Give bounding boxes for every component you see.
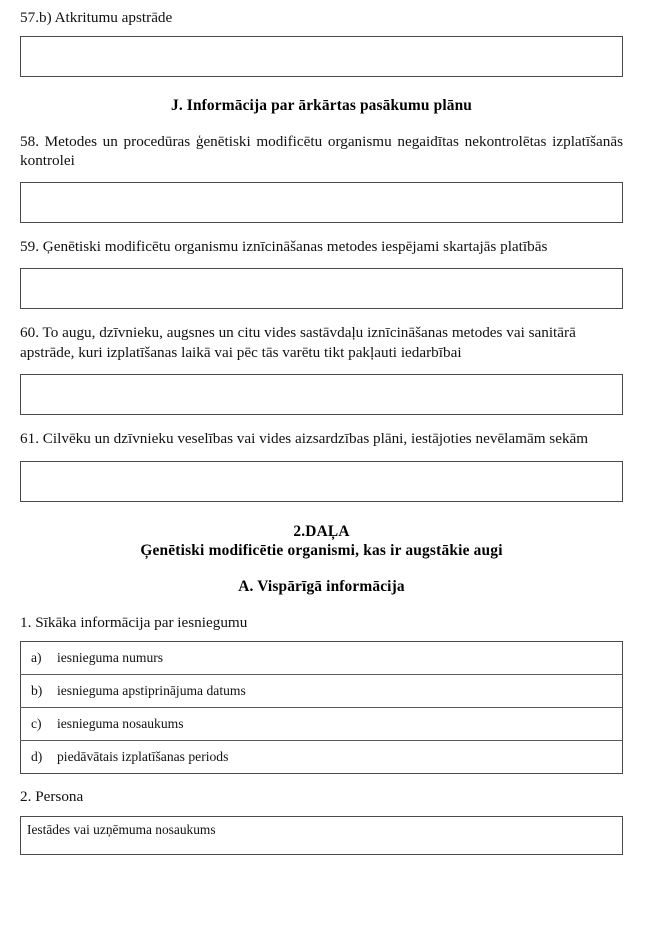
- table-row[interactable]: [21, 675, 623, 708]
- row-marker-a: a): [31, 650, 42, 665]
- answer-box-60[interactable]: [20, 374, 623, 415]
- row-marker-b: b): [31, 683, 43, 698]
- row-marker-c: c): [31, 716, 42, 731]
- table-cell-d[interactable]: [21, 741, 623, 774]
- answer-box-57b[interactable]: [20, 36, 623, 77]
- section-heading-j: J. Informācija par ārkārtas pasākumu plānu: [170, 96, 473, 114]
- table-cell-c[interactable]: [21, 708, 623, 741]
- part-number-heading: 2.DAĻA: [293, 522, 350, 540]
- question-57b: 57.b) Atkritumu apstrāde: [20, 9, 173, 26]
- row-marker-d: d): [31, 749, 43, 764]
- answer-box-59[interactable]: [20, 268, 623, 309]
- table-row[interactable]: [21, 642, 623, 675]
- table-row[interactable]: [21, 708, 623, 741]
- section-heading-a: A. Vispārīgā informācija: [238, 577, 405, 595]
- row-label-d: piedāvātais izplatīšanas periods: [57, 749, 229, 764]
- subsection-1-label: 1. Sīkāka informācija par iesniegumu: [20, 613, 248, 631]
- question-61: 61. Cilvēku un dzīvnieku veselības vai vides aizsardzības plāni, iestājoties nevēlamām sekām: [20, 430, 589, 447]
- answer-box-58[interactable]: [20, 182, 623, 223]
- part-subtitle-heading: Ģenētiski modificētie organismi, kas ir augstākie augi: [140, 541, 503, 559]
- table-cell-a[interactable]: [21, 642, 623, 675]
- row-label-b: iesnieguma apstiprinājuma datums: [57, 683, 246, 698]
- organisation-name-box[interactable]: [20, 816, 623, 855]
- table-cell-b[interactable]: [21, 675, 623, 708]
- table-row[interactable]: [21, 741, 623, 774]
- question-58: 58. Metodes un procedūras ģenētiski modificētu organismu negaidītas nekontrolētas izplatīšanās kontrolei: [20, 132, 623, 169]
- subsection-2-label: 2. Persona: [20, 788, 84, 805]
- application-details-table: [20, 641, 623, 774]
- question-59: 59. Ģenētiski modificētu organismu iznīcināšanas metodes iespējami skartajās platībās: [20, 237, 548, 255]
- organisation-name-label: Iestādes vai uzņēmuma nosaukums: [27, 821, 216, 837]
- row-label-a: iesnieguma numurs: [57, 650, 164, 665]
- question-60: 60. To augu, dzīvnieku, augsnes un citu vides sastāvdaļu iznīcināšanas metodes vai sanitārā apstrāde, kuri izplatīšanas laikā vai pēc tās varētu tikt pakļauti iedarbībai: [20, 324, 576, 361]
- row-label-c: iesnieguma nosaukums: [57, 716, 184, 731]
- answer-box-61[interactable]: [20, 461, 623, 502]
